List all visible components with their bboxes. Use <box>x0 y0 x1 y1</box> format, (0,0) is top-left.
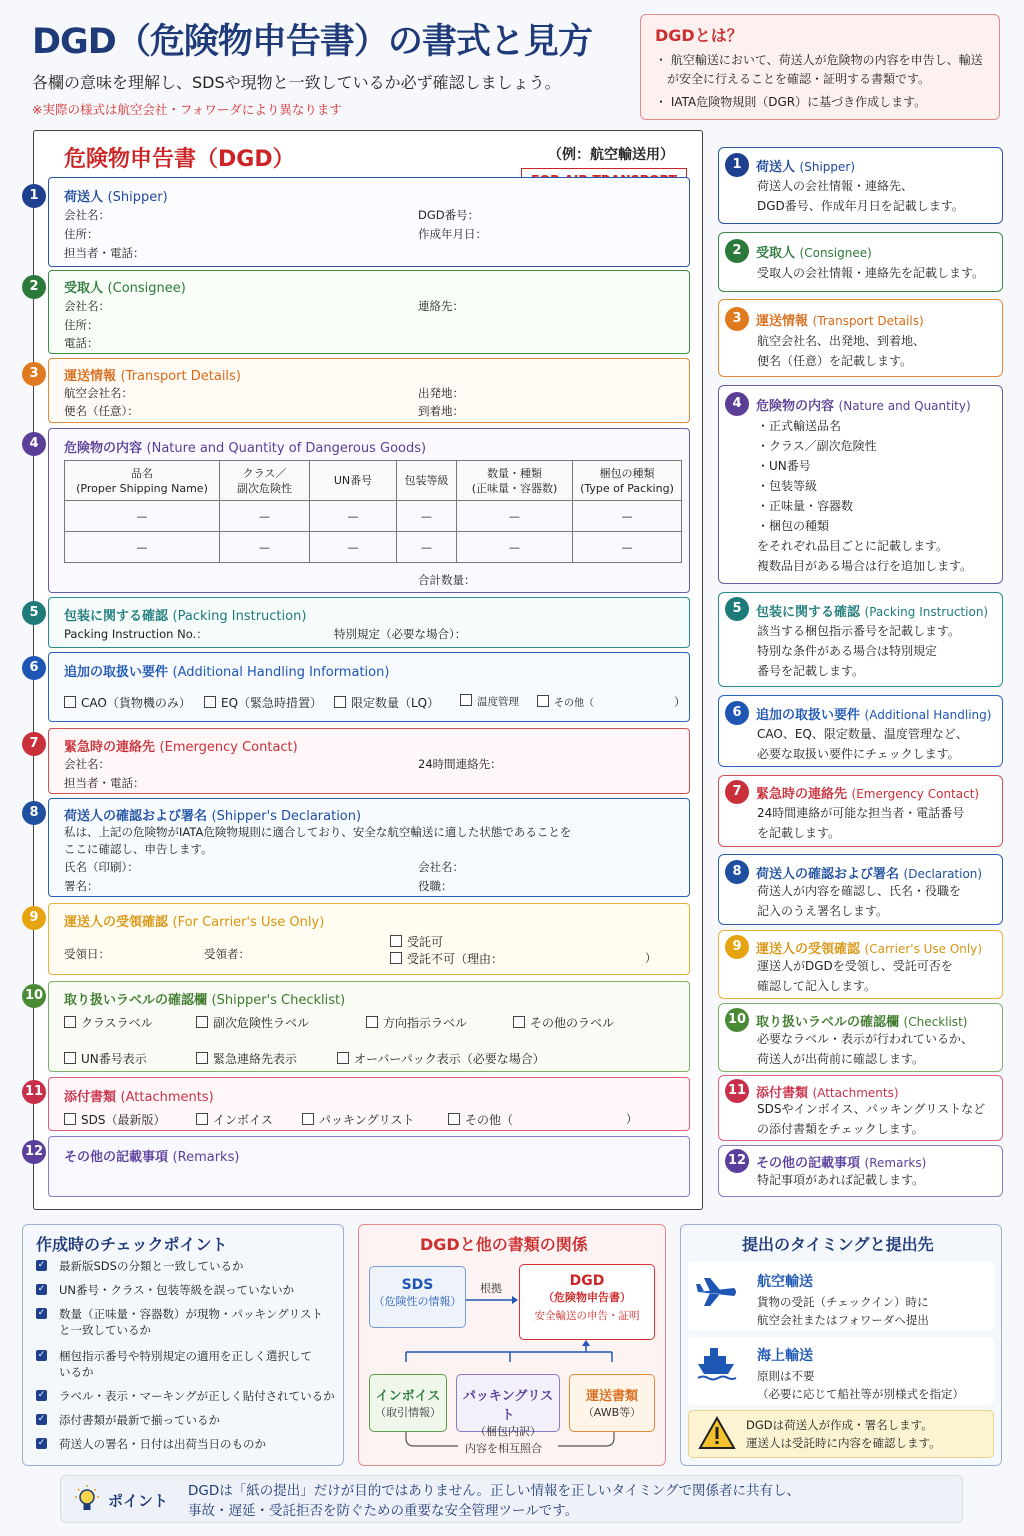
card-title: その他の記載事項 (Remarks) <box>756 1156 927 1171</box>
card-number: 10 <box>725 1008 749 1032</box>
column-header: 数量・種類 (正味量・容器数) <box>457 461 573 501</box>
reject-checkbox[interactable]: 受託不可（理由： <box>390 950 503 967</box>
section-title-ja: 荷送人 <box>64 190 104 205</box>
eq-checkbox[interactable]: EQ（緊急時措置） <box>204 694 322 711</box>
relation-title: DGDと他の書類の関係 <box>420 1235 588 1254</box>
cross-check-label: 内容を相互照合 <box>465 1442 542 1455</box>
section-title <box>64 437 426 456</box>
column-header: UN番号 <box>310 461 397 501</box>
ship-icon <box>694 1344 738 1384</box>
card-title: 荷送人の確認および署名 (Declaration) <box>756 867 983 882</box>
section-title-en: (Packing Instruction) <box>172 609 307 624</box>
section-title <box>64 1086 214 1105</box>
other-label-checkbox[interactable]: その他のラベル <box>513 1014 614 1031</box>
about-dgd-box <box>640 14 1000 120</box>
form-title: 危険物申告書（DGD） <box>64 147 295 172</box>
card-text: 特記事項があれば記載します。 <box>757 1173 925 1187</box>
section-number: 9 <box>22 906 46 930</box>
section-title <box>64 805 361 824</box>
card-text: 荷送人の会社情報・連絡先、 DGD番号、作成年月日を記載します。 <box>757 179 964 213</box>
sea-transport-text: 原則は不要 （必要に応じて船社等が別様式を指定） <box>757 1369 964 1401</box>
section-title-en: (Transport Details) <box>120 369 241 384</box>
field-label: 会社名： <box>418 860 464 874</box>
invoice-box: インボイス （取引情報） <box>369 1374 447 1432</box>
dgd-box: DGD （危険物申告書） 安全輸送の申告・証明 <box>519 1264 655 1340</box>
field-label: 便名（任意）： <box>64 404 139 418</box>
check-icon: ✓ <box>37 1350 46 1360</box>
card-text: CAO、EQ、限定数量、温度管理など、 必要な取扱い要件にチェックします。 <box>757 727 968 761</box>
card-title: 危険物の内容 (Nature and Quantity) <box>756 399 971 414</box>
field-label: 会社名： <box>64 299 110 313</box>
section-title-ja: 運送人の受領確認 <box>64 915 169 930</box>
accept-checkbox[interactable]: 受託可 <box>390 933 443 950</box>
card-title: 取り扱いラベルの確認欄 (Checklist) <box>756 1015 968 1030</box>
section-title-ja: 危険物の内容 <box>64 441 143 456</box>
card-title: 緊急時の連絡先 (Emergency Contact) <box>756 787 980 802</box>
section-title <box>64 1146 239 1165</box>
packing-list-box: パッキングリスト （梱包内訳） <box>456 1374 560 1432</box>
field-label: 連絡先： <box>418 299 464 313</box>
section-number: 2 <box>22 275 46 299</box>
field-label: 特別規定（必要な場合）： <box>334 627 467 641</box>
table-row: — — — — — — <box>65 532 682 563</box>
about-item: ・ 航空輸送において、荷送人が危険物の内容を申告し、輸送が安全に行えることを確認・証明する書類です。 <box>655 53 983 86</box>
card-title: 添付書類 (Attachments) <box>756 1086 899 1101</box>
check-icon: ✓ <box>37 1308 46 1318</box>
section-number: 5 <box>22 601 46 625</box>
card-text: SDSやインボイス、パッキングリストなど の添付書類をチェックします。 <box>757 1102 986 1136</box>
card-number: 4 <box>725 392 749 416</box>
check-icon: ✓ <box>37 1438 46 1448</box>
card-text: 受取人の会社情報・連絡先を記載します。 <box>757 266 985 280</box>
section-title-en: (Shipper's Checklist) <box>211 993 346 1008</box>
card-text: ・正式輸送品名 ・クラス／副次危険性 ・UN番号 ・包装等級 ・正味量・容器数 ・梱包の種類 をそれぞれ品目ごとに記載します。 複数品目がある場合は行を追加します。 <box>757 419 973 573</box>
field-label: 住所： <box>64 227 99 241</box>
section-title-en: (Remarks) <box>172 1150 240 1165</box>
column-header: 梱包の種類 (Type of Packing) <box>573 461 682 501</box>
section-title-en: (Nature and Quantity of Dangerous Goods) <box>146 441 427 456</box>
card-title: 運送情報 (Transport Details) <box>756 314 924 329</box>
class-label-checkbox[interactable]: クラスラベル <box>64 1014 153 1031</box>
field-label: 担当者・電話： <box>64 776 145 790</box>
field-label: Packing Instruction No.： <box>64 627 208 641</box>
orientation-label-checkbox[interactable]: 方向指示ラベル <box>366 1014 467 1031</box>
other-attachment-checkbox[interactable]: その他（ <box>448 1111 513 1128</box>
card-text: 航空会社名、出発地、到着地、 便名（任意）を記載します。 <box>757 334 926 368</box>
air-transport-title: 航空輸送 <box>757 1274 813 1290</box>
about-item: ・ IATA危険物規則（DGR）に基づき作成します。 <box>655 95 927 109</box>
table-row: — — — — — — <box>65 501 682 532</box>
card-number: 9 <box>725 935 749 959</box>
field-label: 出発地： <box>418 386 464 400</box>
section-title <box>64 277 186 296</box>
section-title <box>64 605 306 624</box>
card-number: 6 <box>725 701 749 725</box>
packing-list-checkbox[interactable]: パッキングリスト <box>302 1111 414 1128</box>
field-label: 会社名： <box>64 208 110 222</box>
section-title-en: (Consignee) <box>107 281 186 296</box>
emergency-display-checkbox[interactable]: 緊急連絡先表示 <box>196 1050 297 1067</box>
section-title <box>64 365 241 384</box>
explain-card-consignee <box>718 232 1003 292</box>
section-number: 11 <box>22 1080 46 1104</box>
section-title <box>64 736 298 755</box>
section-title-ja: 受取人 <box>64 281 104 296</box>
section-number: 8 <box>22 801 46 825</box>
section-number: 10 <box>22 984 46 1008</box>
section-title-en: (Shipper) <box>107 190 168 205</box>
section-title <box>64 661 389 680</box>
field-label: 役職： <box>418 879 453 893</box>
section-title-en: (Attachments) <box>120 1090 214 1105</box>
section-title-en: (Shipper's Declaration) <box>211 809 362 824</box>
card-number: 12 <box>725 1149 749 1173</box>
check-icon: ✓ <box>37 1284 46 1294</box>
field-label: 受領者： <box>204 947 250 961</box>
sds-box: SDS （危険性の情報） <box>369 1266 466 1328</box>
check-icon: ✓ <box>37 1414 46 1424</box>
warning-icon <box>698 1416 736 1450</box>
card-number: 7 <box>725 780 749 804</box>
section-title-ja: その他の記載事項 <box>64 1150 169 1165</box>
check-icon: ✓ <box>37 1390 46 1400</box>
warning-text: DGDは荷送人が作成・署名します。 運送人は受託時に内容を確認します。 <box>746 1418 941 1450</box>
card-text: 運送人がDGDを受領し、受託可否を 確認して記入します。 <box>757 959 953 993</box>
declaration-text: ここに確認し、申告します。 <box>64 842 213 856</box>
bracket-close: ） <box>674 695 686 709</box>
section-number: 3 <box>22 362 46 386</box>
total-quantity-label: 合計数量： <box>418 573 476 587</box>
basis-label: 根拠 <box>480 1282 502 1295</box>
card-number: 2 <box>725 239 749 263</box>
card-title: 荷送人 (Shipper) <box>756 160 856 175</box>
subsidiary-label-checkbox[interactable]: 副次危険性ラベル <box>196 1014 309 1031</box>
bracket-close: ） <box>626 1112 638 1126</box>
field-label: 航空会社名： <box>64 386 133 400</box>
other-checkbox[interactable]: その他（ <box>537 694 594 709</box>
card-text: 必要なラベル・表示が行われているか、 荷送人が出荷前に確認します。 <box>757 1032 974 1066</box>
declaration-text: 私は、上記の危険物がIATA危険物規則に適合しており、安全な航空輸送に適した状態であることを <box>64 825 572 839</box>
section-title-ja: 荷送人の確認および署名 <box>64 809 208 824</box>
format-note: ※実際の様式は航空会社・フォワーダにより異なります <box>32 102 342 117</box>
section-title-ja: 運送情報 <box>64 369 117 384</box>
section-title-en: (Additional Handling Information) <box>172 665 390 680</box>
field-label: 電話： <box>64 336 99 350</box>
lq-checkbox[interactable]: 限定数量（LQ） <box>334 694 439 711</box>
field-label: 会社名： <box>64 757 110 771</box>
bracket-close: ） <box>645 951 657 965</box>
section-number: 7 <box>22 732 46 756</box>
section-title <box>64 911 324 930</box>
point-text: DGDは「紙の提出」だけが目的ではありません。正しい情報を正しいタイミングで関係者に共有し、 事故・遅延・受託拒否を防ぐための重要な安全管理ツールです。 <box>188 1483 801 1519</box>
field-label: 24時間連絡先： <box>418 757 502 771</box>
column-header: 品名 (Proper Shipping Name) <box>65 461 220 501</box>
table-header-row <box>65 461 682 501</box>
field-label: 署名： <box>64 879 99 893</box>
section-title-en: (Emergency Contact) <box>159 740 298 755</box>
card-text: 24時間連絡が可能な担当者・電話番号 を記載します。 <box>757 806 965 840</box>
un-number-checkbox[interactable]: UN番号表示 <box>64 1050 147 1067</box>
card-title: 受取人 (Consignee) <box>756 246 872 261</box>
air-transport-text: 貨物の受託（チェックイン）時に 航空会社またはフォワーダへ提出 <box>757 1295 929 1327</box>
field-label: 住所： <box>64 318 99 332</box>
page-subtitle: 各欄の意味を理解し、SDSや現物と一致しているか必ず確認しましょう。 <box>32 73 561 92</box>
card-title: 包装に関する確認 (Packing Instruction) <box>756 605 989 620</box>
overpack-checkbox[interactable]: オーバーパック表示（必要な場合） <box>337 1050 545 1067</box>
card-number: 3 <box>725 307 749 331</box>
card-text: 該当する梱包指示番号を記載します。 特別な条件がある場合は特別規定 番号を記載します。 <box>757 624 961 678</box>
card-number: 8 <box>725 860 749 884</box>
sea-transport-title: 海上輸送 <box>757 1348 813 1364</box>
form-example-label: （例：航空輸送用） <box>548 147 674 163</box>
field-label: 担当者・電話： <box>64 246 145 260</box>
section-number: 6 <box>22 656 46 680</box>
card-text: 荷送人が内容を確認し、氏名・役職を 記入のうえ署名します。 <box>757 884 962 918</box>
dangerous-goods-table <box>64 460 682 563</box>
section-title <box>64 186 168 205</box>
card-number: 1 <box>725 153 749 177</box>
sds-checkbox[interactable]: SDS（最新版） <box>64 1111 165 1128</box>
point-label: ポイント <box>108 1492 169 1510</box>
section-title-ja: 緊急時の連絡先 <box>64 740 156 755</box>
checkpoints-title: 作成時のチェックポイント <box>36 1235 228 1254</box>
section-number: 12 <box>22 1140 46 1164</box>
field-label: 作成年月日： <box>418 227 487 241</box>
section-title-ja: 添付書類 <box>64 1090 117 1105</box>
airplane-icon <box>694 1274 738 1310</box>
section-title-ja: 包装に関する確認 <box>64 609 169 624</box>
card-number: 11 <box>725 1079 749 1103</box>
about-title: DGDとは？ <box>655 26 743 45</box>
card-title: 運送人の受領確認 (Carrier's Use Only) <box>756 942 983 957</box>
field-label: 受領日： <box>64 947 110 961</box>
cao-checkbox[interactable]: CAO（貨物機のみ） <box>64 694 191 711</box>
invoice-checkbox[interactable]: インボイス <box>196 1111 273 1128</box>
section-title-ja: 取り扱いラベルの確認欄 <box>64 993 208 1008</box>
check-icon: ✓ <box>37 1260 46 1270</box>
field-label: DGD番号： <box>418 208 480 222</box>
lightbulb-icon <box>72 1484 102 1516</box>
submission-title: 提出のタイミングと提出先 <box>742 1235 934 1254</box>
section-title <box>64 989 345 1008</box>
section-number: 1 <box>22 184 46 208</box>
transport-doc-box: 運送書類 （AWB等） <box>569 1374 655 1432</box>
column-header: クラス／ 副次危険性 <box>220 461 310 501</box>
section-title-ja: 追加の取扱い要件 <box>64 665 169 680</box>
section-number: 4 <box>22 432 46 456</box>
field-label: 氏名（印刷）： <box>64 860 139 874</box>
page-title: DGD（危険物申告書）の書式と見方 <box>32 22 592 62</box>
card-title: 追加の取扱い要件 (Additional Handling) <box>756 708 992 723</box>
section-title-en: (For Carrier's Use Only) <box>172 915 325 930</box>
temperature-checkbox[interactable]: 温度管理 <box>460 694 519 709</box>
column-header: 包装等級 <box>397 461 457 501</box>
field-label: 到着地： <box>418 404 464 418</box>
card-number: 5 <box>725 597 749 621</box>
